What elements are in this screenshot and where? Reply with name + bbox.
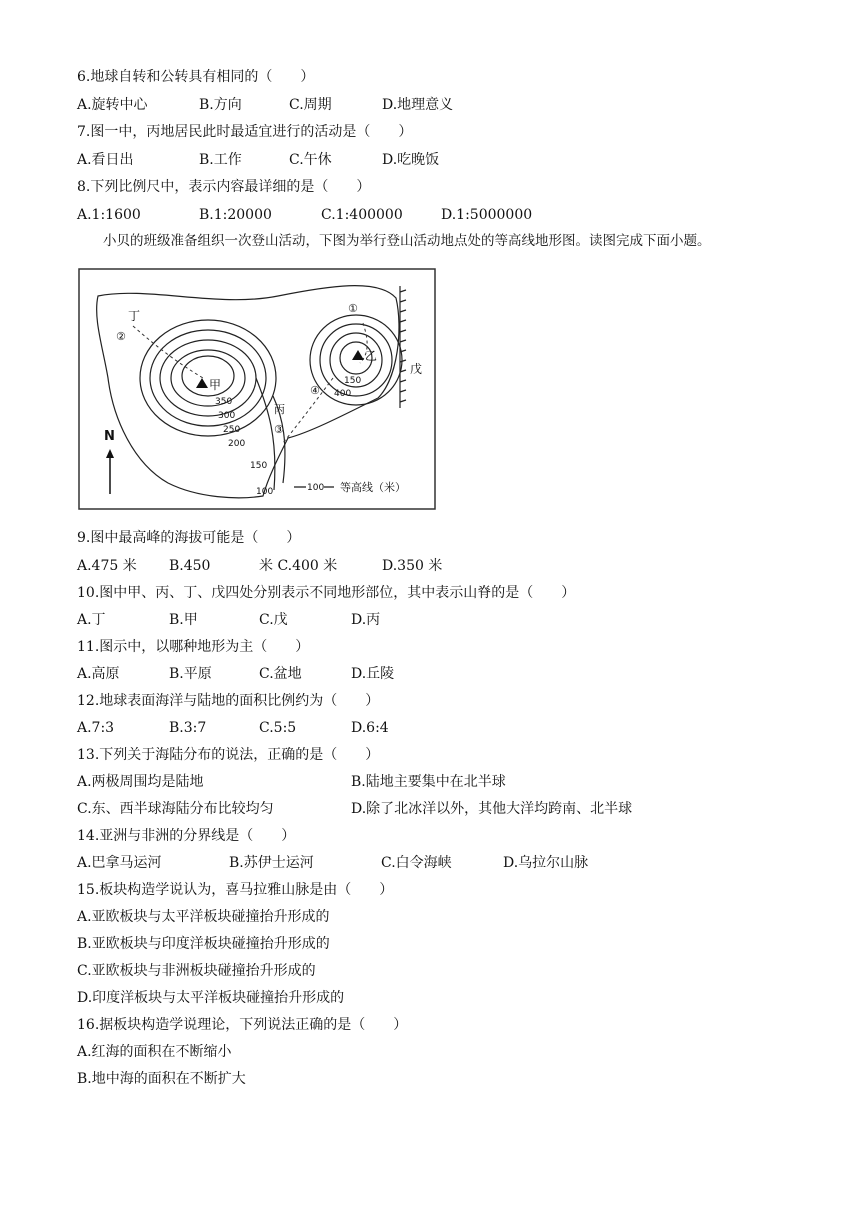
q10-option-b: B.甲 (169, 612, 198, 628)
q8-option-b: B.1:20000 (199, 207, 272, 223)
place-bing: 丙 (274, 403, 285, 416)
q16-option-b: B.地中海的面积在不断扩大 (77, 1071, 246, 1087)
q8-option-c: C.1:400000 (321, 207, 403, 223)
q13-option-a: A.两极周围均是陆地 (77, 774, 204, 790)
q15-option-d: D.印度洋板块与太平洋板块碰撞抬升形成的 (77, 990, 345, 1006)
question-9-stem: 9.图中最高峰的海拔可能是（ ） (77, 530, 301, 546)
q12-option-c: C.5:5 (259, 720, 297, 736)
q6-option-c: C.周期 (289, 97, 332, 113)
contour-label-150-east: 150 (344, 376, 362, 386)
map-intro-text: 小贝的班级准备组织一次登山活动，下图为举行登山活动地点处的等高线地形图。读图完成下面小题。 (103, 233, 711, 249)
legend-line-value: 100 (307, 483, 325, 493)
contour-label-350: 350 (215, 397, 233, 407)
place-wu: 戊 (410, 362, 423, 376)
q15-option-a: A.亚欧板块与太平洋板块碰撞抬升形成的 (77, 909, 330, 925)
question-11-stem: 11.图示中，以哪种地形为主（ ） (77, 639, 310, 655)
q11-option-a: A.高原 (77, 666, 120, 682)
contour-label-150: 150 (250, 461, 268, 471)
north-label: N (104, 429, 115, 444)
q15-option-b: B.亚欧板块与印度洋板块碰撞抬升形成的 (77, 936, 330, 952)
q10-option-d: D.丙 (351, 612, 381, 628)
q14-option-a: A.巴拿马运河 (77, 855, 162, 871)
q9-option-d: D.350 米 (382, 558, 443, 574)
q7-option-a: A.看日出 (77, 152, 134, 168)
q7-option-d: D.吃晚饭 (382, 152, 440, 168)
q13-option-b: B.陆地主要集中在北半球 (351, 774, 506, 790)
q6-option-d: D.地理意义 (382, 97, 454, 113)
q12-option-d: D.6:4 (351, 720, 389, 736)
q13-option-d: D.除了北冰洋以外，其他大洋均跨南、北半球 (351, 801, 633, 817)
contour-label-200: 200 (228, 439, 246, 449)
question-7-stem: 7.图一中，丙地居民此时最适宜进行的活动是（ ） (77, 124, 413, 140)
q12-option-b: B.3:7 (169, 720, 207, 736)
q9-option-b: B.450 (169, 558, 211, 574)
q6-option-a: A.旋转中心 (77, 97, 148, 113)
contour-label-300: 300 (218, 411, 236, 421)
q7-option-b: B.工作 (199, 152, 242, 168)
question-15-stem: 15.板块构造学说认为，喜马拉雅山脉是由（ ） (77, 882, 394, 898)
q10-option-a: A.丁 (77, 612, 106, 628)
q8-option-d: D.1:5000000 (441, 207, 533, 223)
contour-label-100: 100 (256, 487, 274, 497)
route-mark-4: ④ (310, 384, 320, 397)
q14-option-d: D.乌拉尔山脉 (503, 855, 589, 871)
question-8-stem: 8.下列比例尺中，表示内容最详细的是（ ） (77, 179, 371, 195)
contour-map (78, 268, 436, 510)
question-6-stem: 6.地球自转和公转具有相同的（ ） (77, 69, 315, 85)
route-mark-1: ① (348, 302, 358, 315)
q12-option-a: A.7:3 (77, 720, 115, 736)
map-frame (79, 269, 435, 509)
question-12-stem: 12.地球表面海洋与陆地的面积比例约为（ ） (77, 693, 380, 709)
legend-label: 等高线（米） (340, 481, 406, 494)
question-14-stem: 14.亚洲与非洲的分界线是（ ） (77, 828, 296, 844)
question-10-stem: 10.图中甲、丙、丁、戊四处分别表示不同地形部位，其中表示山脊的是（ ） (77, 585, 576, 601)
place-yi: 乙 (365, 349, 378, 363)
place-ding: 丁 (128, 309, 141, 323)
q7-option-c: C.午休 (289, 152, 332, 168)
question-13-stem: 13.下列关于海陆分布的说法，正确的是（ ） (77, 747, 380, 763)
q14-option-c: C.白令海峡 (381, 855, 452, 871)
q10-option-c: C.戊 (259, 612, 288, 628)
q9-option-a: A.475 米 (77, 558, 137, 574)
q6-option-b: B.方向 (199, 97, 242, 113)
q14-option-b: B.苏伊士运河 (229, 855, 314, 871)
q11-option-c: C.盆地 (259, 666, 302, 682)
q15-option-c: C.亚欧板块与非洲板块碰撞抬升形成的 (77, 963, 316, 979)
place-jia: 甲 (209, 378, 222, 392)
contour-label-400: 400 (334, 389, 352, 399)
route-mark-3: ③ (274, 423, 284, 436)
route-mark-2: ② (116, 330, 126, 343)
q16-option-a: A.红海的面积在不断缩小 (77, 1044, 232, 1060)
question-16-stem: 16.据板块构造学说理论，下列说法正确的是（ ） (77, 1017, 408, 1033)
q13-option-c: C.东、西半球海陆分布比较均匀 (77, 801, 274, 817)
q8-option-a: A.1:1600 (77, 207, 141, 223)
q11-option-b: B.平原 (169, 666, 212, 682)
contour-label-250: 250 (223, 425, 241, 435)
q11-option-d: D.丘陵 (351, 666, 395, 682)
q9-option-c: 米 C.400 米 (259, 558, 338, 574)
